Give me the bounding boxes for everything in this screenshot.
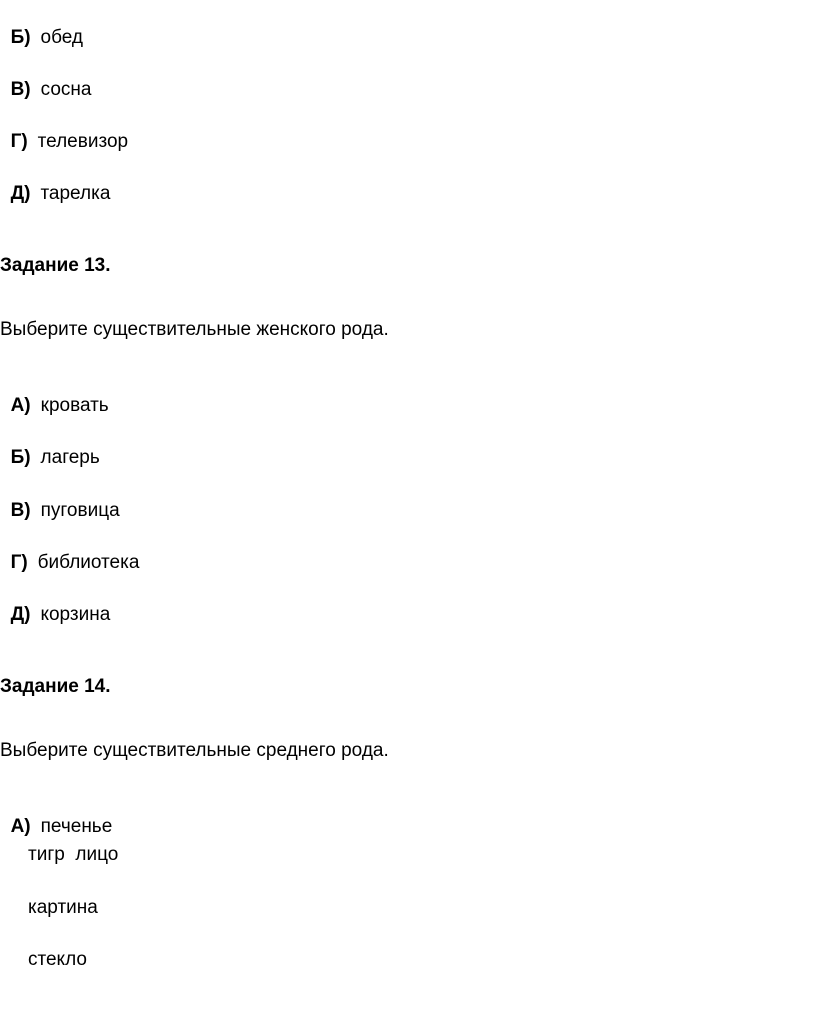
- option-marker: Г): [10, 131, 28, 152]
- task13-option-a: [0, 370, 109, 418]
- option-marker: А): [10, 395, 31, 416]
- option-text: тарелка: [40, 183, 111, 204]
- task14-option-unlabeled-3: стекло: [28, 949, 87, 970]
- task14-option-unlabeled-1: тигр лицо: [28, 844, 119, 865]
- option-text: печенье: [40, 816, 113, 837]
- option-text: телевизор: [37, 131, 129, 152]
- option-text: пуговица: [40, 500, 120, 521]
- option-marker: В): [10, 500, 31, 521]
- option-marker: Б): [10, 447, 31, 468]
- option-d-top: [0, 158, 110, 206]
- task13-prompt: Выберите существительные женского рода.: [0, 319, 389, 340]
- task13-option-b: [0, 422, 100, 470]
- option-marker: А): [10, 816, 31, 837]
- option-text: обед: [40, 27, 84, 48]
- task14-prompt: Выберите существительные среднего рода.: [0, 740, 389, 761]
- option-v-top: [0, 54, 91, 102]
- option-text: библиотека: [37, 552, 140, 573]
- task13-option-v: [0, 475, 120, 523]
- option-marker: В): [10, 79, 31, 100]
- option-text: сосна: [40, 79, 92, 100]
- option-marker: Г): [10, 552, 28, 573]
- task14-option-a: [0, 791, 112, 839]
- task13-title: Задание 13.: [0, 255, 111, 276]
- option-text: кровать: [40, 395, 109, 416]
- option-text: корзина: [40, 604, 111, 625]
- task13-option-d: [0, 579, 110, 627]
- option-b-top: [0, 2, 83, 50]
- option-text: лагерь: [40, 447, 100, 468]
- option-marker: Д): [10, 604, 31, 625]
- option-g-top: [0, 106, 128, 154]
- task14-title: Задание 14.: [0, 676, 111, 697]
- task13-option-g: [0, 527, 139, 575]
- task14-option-unlabeled-2: картина: [28, 897, 98, 918]
- option-marker: Д): [10, 183, 31, 204]
- option-marker: Б): [10, 27, 31, 48]
